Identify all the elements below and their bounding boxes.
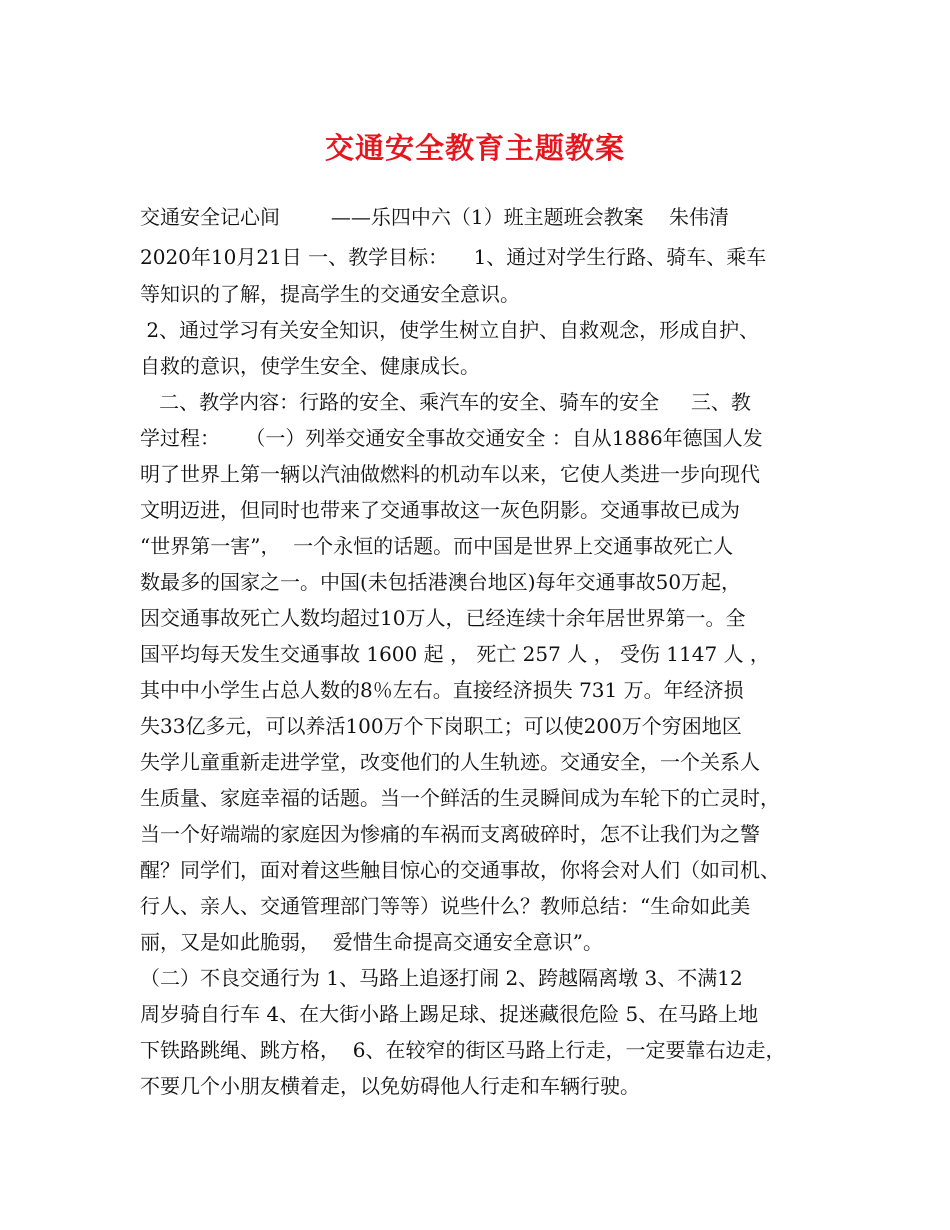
text-line: 其中中小学生占总人数的8％左右。直接经济损失 731 万。年经济损 (140, 678, 744, 702)
text-line: 数最多的国家之一。中国(未包括港澳台地区)每年交通事故50万起， (140, 570, 742, 594)
text-line: 国平均每天发生交通事故 1600 起 ， 死亡 257 人 ， 受伤 1147 人 ， (140, 642, 770, 666)
text-line: 因交通事故死亡人数均超过10万人，已经连续十余年居世界第一。全 (140, 606, 746, 630)
text-line: 生质量、家庭幸福的话题。当一个鲜活的生灵瞬间成为车轮下的亡灵时， (140, 786, 780, 810)
text-line: 当一个好端端的家庭因为惨痛的车祸而支离破碎时，怎不让我们为之警 (140, 822, 760, 846)
text-line: 自救的意识，使学生安全、健康成长。 (140, 354, 480, 378)
text-line: 不要几个小朋友横着走，以免妨碍他人行走和车辆行驶。 (140, 1074, 640, 1098)
text-line: 行人、亲人、交通管理部门等等）说些什么？教师总结：“生命如此美 (140, 894, 751, 918)
text-line: “世界第一害”， 一个永恒的话题。而中国是世界上交通事故死亡人 (140, 534, 734, 558)
document-title: 交通安全教育主题教案 (324, 131, 625, 165)
text-line: 丽，又是如此脆弱， 爱惜生命提高交通安全意识”。 (140, 930, 603, 954)
text-line: 文明迈进，但同时也带来了交通事故这一灰色阴影。交通事故已成为 (140, 498, 740, 522)
text-line: 交通安全记心间 ——乐四中六（1）班主题班会教案 朱伟清 (140, 205, 730, 229)
text-line: 醒？同学们，面对着这些触目惊心的交通事故，你将会对人们（如司机、 (140, 858, 780, 882)
text-line: 2、通过学习有关安全知识，使学生树立自护、自救观念，形成自护、 (140, 318, 760, 342)
text-line: 二、教学内容：行路的安全、乘汽车的安全、骑车的安全 三、教 (140, 390, 751, 414)
text-line: 学过程： （一）列举交通安全事故交通安全 ：自从1886年德国人发 (140, 426, 763, 450)
text-line: 周岁骑自行车 4、在大街小路上踢足球、捉迷藏很危险 5、在马路上地 (140, 1002, 759, 1026)
text-line: 等知识的了解，提高学生的交通安全意识。 (140, 282, 520, 306)
text-line: （二）不良交通行为 1、马路上追逐打闹 2、跨越隔离墩 3、不满12 (140, 966, 743, 990)
text-line: 失学儿童重新走进学堂，改变他们的人生轨迹。交通安全，一个关系人 (140, 750, 760, 774)
text-line: 2020年10月21日 一、教学目标： 1、通过对学生行路、骑车、乘车 (140, 245, 767, 269)
text-line: 失33亿多元，可以养活100万个下岗职工；可以使200万个穷困地区 (140, 714, 742, 738)
text-line: 明了世界上第一辆以汽油做燃料的机动车以来，它使人类进一步向现代 (140, 462, 760, 486)
text-line: 下铁路跳绳、跳方格， 6、在较窄的街区马路上行走，一定要靠右边走， (140, 1038, 786, 1062)
